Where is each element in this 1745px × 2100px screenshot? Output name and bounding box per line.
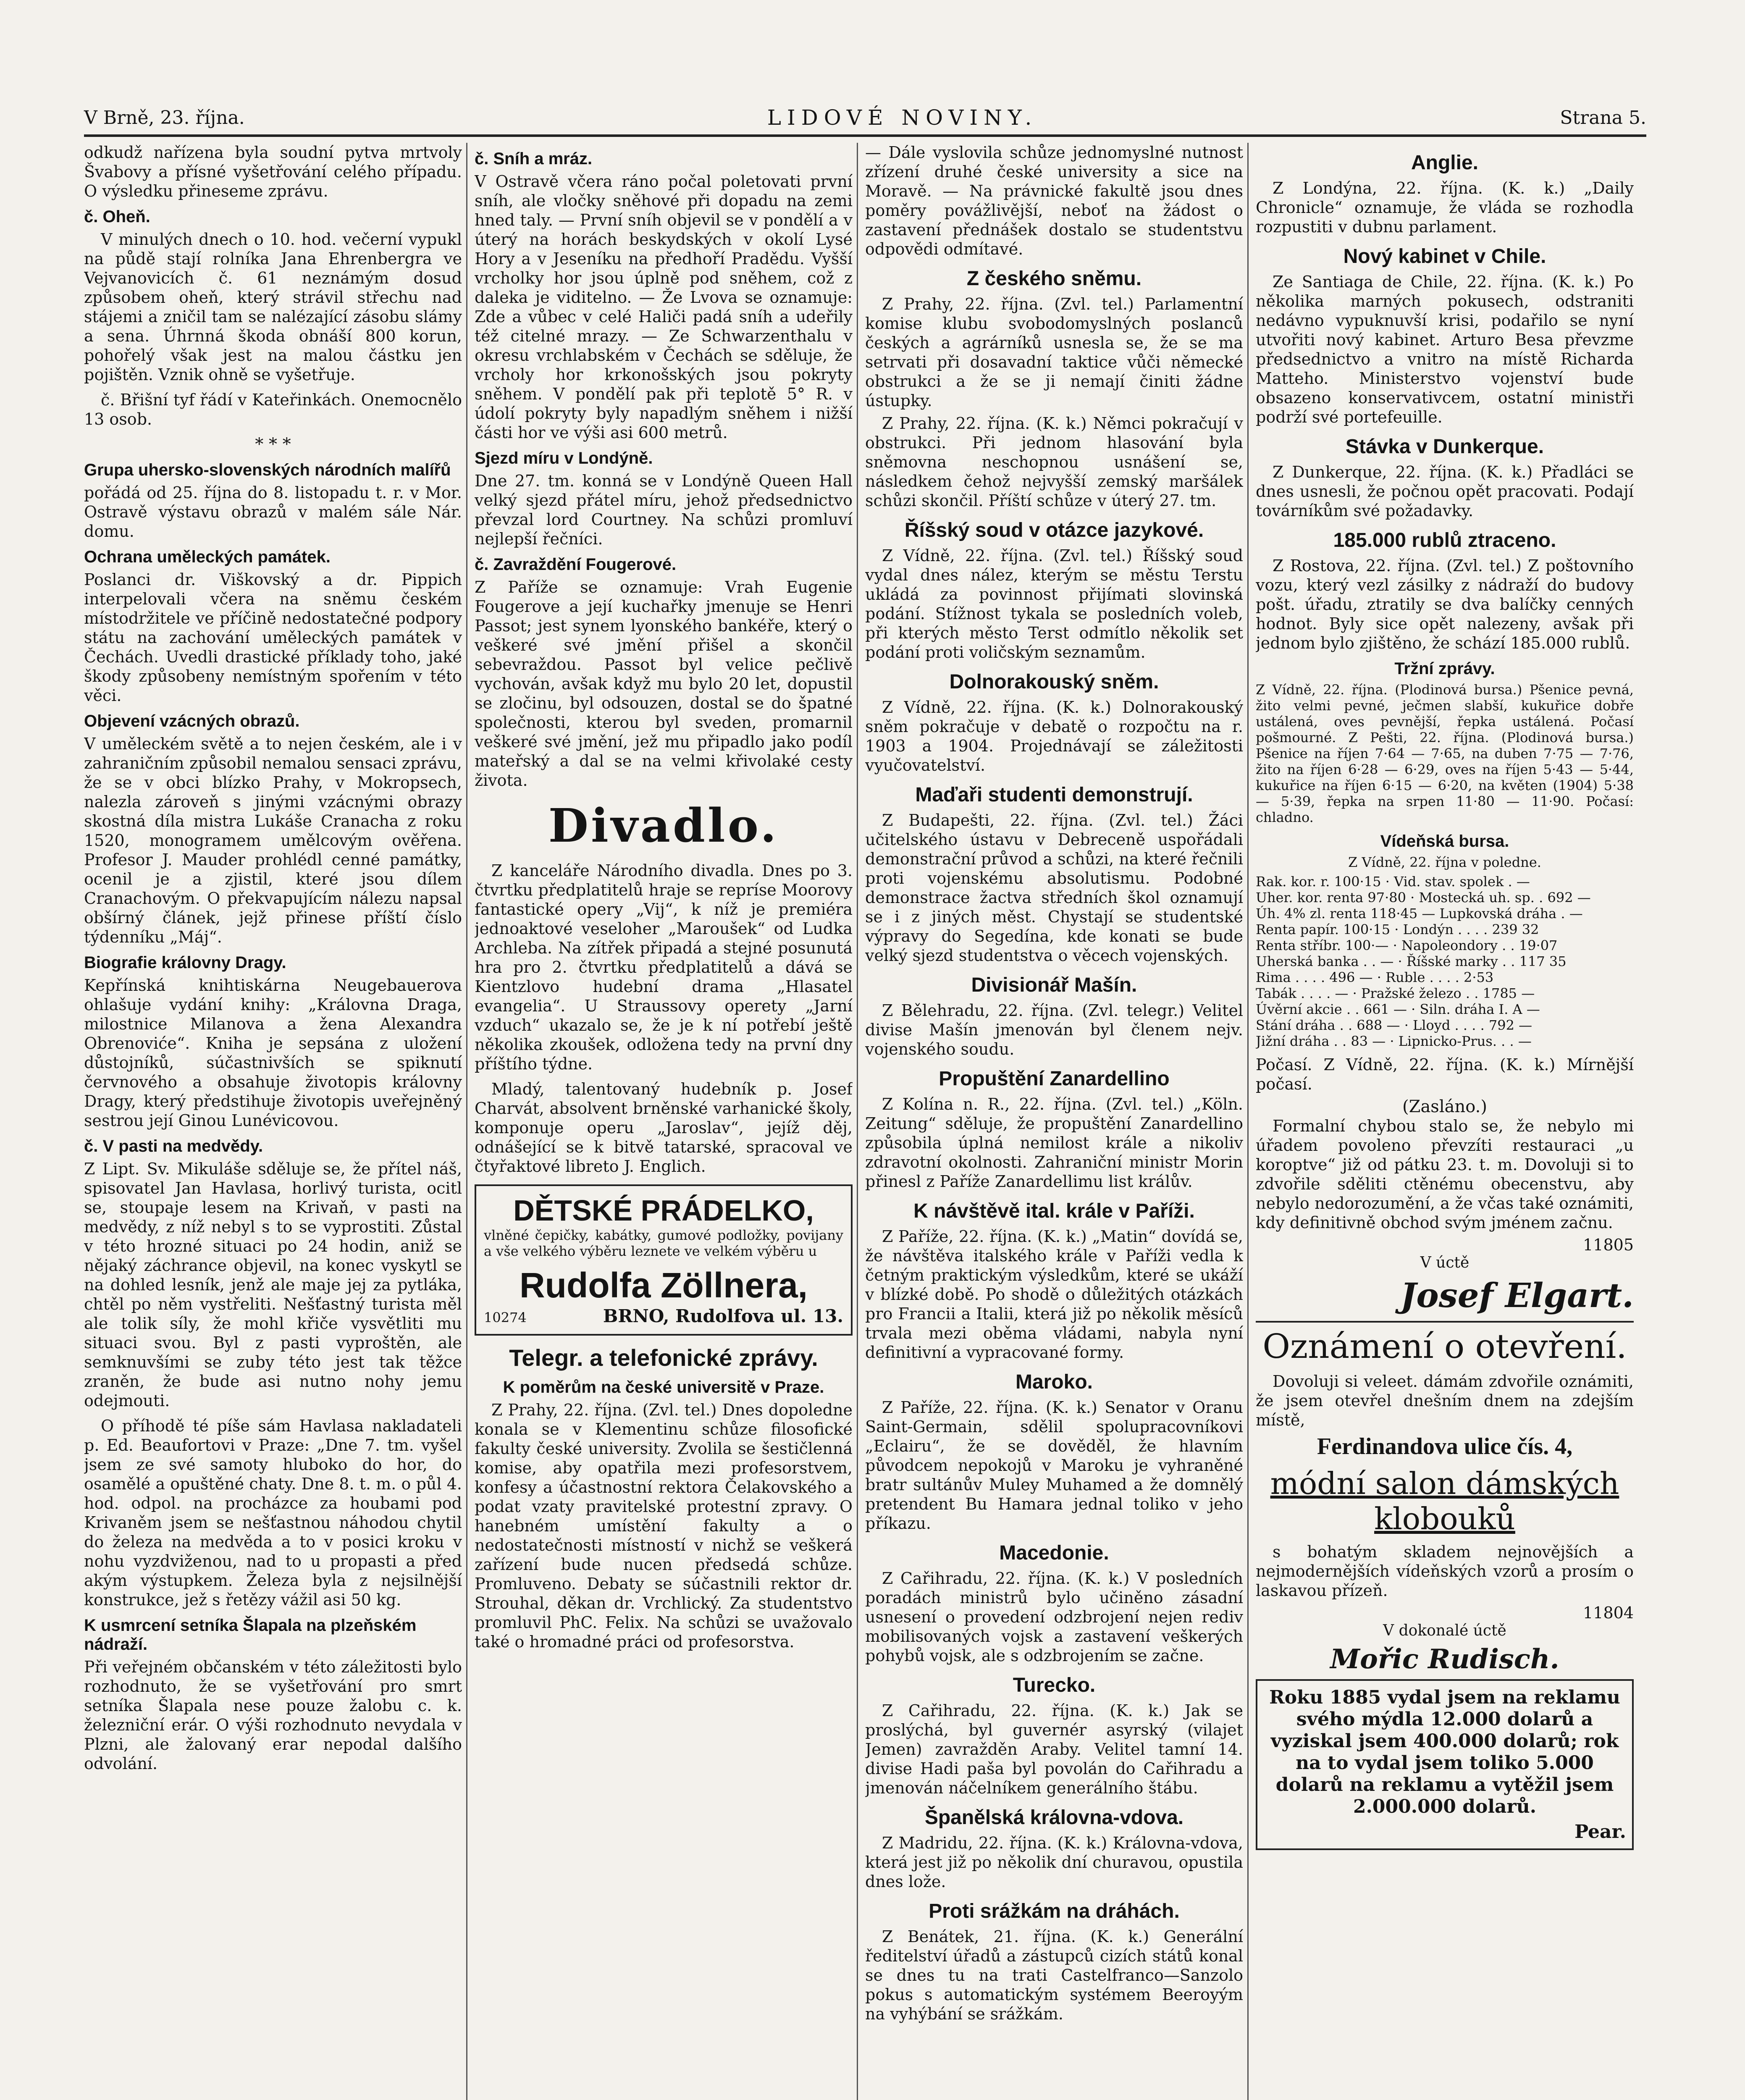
article-text: Z Budapešti, 22. října. (Zvl. tel.) Žáci učitelského ústavu v Debreceně uspořádali demonstrační průvod a schůzi, na které řečnili proti vojenskému absolutismu. Podobné demonstrace žactva středních škol oznamují se i z jiných měst. Chystají se studentské výpravy do Segedína, kde konati se bude velký sjezd studentstva o věcech vojenských. [865, 811, 1243, 965]
section-separator: * * * [255, 435, 291, 454]
article-text: O příhodě té píše sám Havlasa nakladateli p. Ed. Beaufortovi v Praze: „Dne 7. tm. vyšel jsem ze své samoty hluboko do hor, do osamělé a opuštěné chaty. Dne 8. t. m. o půl 4. hod. odpol. na procházce za houbami pod Krivaněm jsem se nešťastnou náhodou chytil do železa na medvěda a to v posici kroku v nohu vyzdviženou, nad to u propasti a před akým výstupkem. Železa byla z nejsilnější konstrukce, jež s řetězy vážil asi 50 kg. [84, 1417, 462, 1609]
article-text: V Ostravě včera ráno počal poletovati první sníh, ale vločky sněhové při dopadu na zemi hned taly. — První sníh objevil se v pondělí a v úterý na horách beskydských v okolí Lysé Hory a v Jeseníku na předhoří Pradědu. Vyšší vrcholky hor jsou úplně pod sněhem, což z daleka je viditelno. — Že Lvova se oznamuje: Zde a vůbec v celé Haliči padá sníh a udeřily též citelné mrazy. — Ze Schwarzenthalu v okresu vrchlabském v Čechách se sděluje, že vrcholy hor krkonošských jsou pokryty sněhem. V pondělí pak při teplotě 5° R. v údolí pokryty byly napadlým sněhem i nižší části hor ve výši asi 600 metrů. [475, 172, 853, 442]
article-heading: č. Zavraždění Fougerové. [475, 555, 677, 574]
article-heading: č. Oheň. [84, 207, 150, 226]
article-text: Z Cařihradu, 22. října. (K. k.) Jak se proslýchá, byl guvernér asyrský (vilajet Jemen) zavražděn Araby. Velitel tamní 14. divise Hadi paša byl povolán do Cařihradu a jmenován náčelníkem generálního štábu. [865, 1701, 1243, 1797]
article-heading: Sjezd míru v Londýně. [475, 449, 653, 467]
ad-signature: Pear. [1574, 1821, 1626, 1843]
article-heading: Nový kabinet v Chile. [1343, 245, 1546, 268]
bursa-row: Úvěrní akcie . . 661 — · Siln. dráha I. A — [1256, 1001, 1540, 1017]
ad-text: vlněné čepičky, kabátky, gumové podložky, povijany a vše velkého výběru leznete ve velkém výběru u [484, 1227, 843, 1259]
article-text: Z Paříže se oznamuje: Vrah Eugenie Fougerove a její kuchařky jmenuje se Henri Passot; jest synem lyonského bankéře, který o veškeré své jmění přišel a skončil sebevraždou. Passot byl velice pečlivě vychován, avšak když mu bylo 20 let, dopustil se zločinu, byl odsouzen, dostal se do špatné společnosti, kterou byl sveden, promarnil veškeré své jmění, jež mu připadlo jako podíl mateřský a dal se na velmi křivolaké cesty života. [475, 578, 853, 790]
article-heading: Turecko. [1013, 1674, 1096, 1696]
column-2 [475, 143, 853, 2100]
announcement-text: Dovoluji si veleet. dámám zdvořile oznámiti, že jsem otevřel dnešním dnem na zdejším místě, [1256, 1372, 1634, 1429]
column-rule [1247, 143, 1249, 2100]
article-text: Z Paříže, 22. října. (K. k.) Senator v Oranu Saint-Germain, sdělil spolupracovníkovi „Eclairu“, že se dověděl, že hlavním původcem nepokojů v Maroku je vyhraněné bratr sultánův Muley Muhamed a že domnělý pretendent Bu Hamara jednal toliko v jeho příkazu. [865, 1398, 1243, 1533]
article-heading: Biografie královny Dragy. [84, 953, 286, 972]
article-text: Z Londýna, 22. října. (K. k.) „Daily Chronicle“ oznamuje, že vláda se rozhodla rozpustiti v dubnu parlament. [1256, 179, 1634, 236]
ad-title: DĚTSKÉ PRÁDELKO, [513, 1194, 814, 1227]
article-heading: Maďaři studenti demonstrují. [915, 784, 1193, 806]
article-heading: č. V pasti na medvědy. [84, 1137, 263, 1155]
notice-number: 11804 [1583, 1604, 1634, 1622]
page-header [84, 101, 1646, 137]
closing-phrase: V dokonalé úctě [1383, 1622, 1506, 1639]
article-text: Z Bělehradu, 22. října. (Zvl. telegr.) Velitel divise Mašín jmenován byl členem nejv. vojenského soudu. [865, 1001, 1243, 1058]
shop-name: módní salon dámských klobouků [1270, 1466, 1619, 1536]
article-text: Z Lipt. Sv. Mikuláše sděluje se, že přítel náš, spisovatel Jan Havlasa, horlivý turista, ocitl se, stoupaje lesem na Krivaň, v pasti na medvědy, z níž nebyl s to se vyprostiti. Zůstal v této hrozné situaci po 24 hodin, aniž se nějaký záchrance objevil, na konec vyskytl se na dohled lesník, jenž ale maje jej za pytláka, chtěl po něm vystřeliti. Nešťastný turista měl ale tolik síly, že mohl křiče vysvětliti mu situaci svou. Byl z pasti vyproštěn, ale semknuvšími se zuby této jest tak těžce zraněn, že bude asi nutno nohy jemu odejmouti. [84, 1160, 462, 1410]
column-3 [865, 143, 1243, 2100]
article-heading: Maroko. [1015, 1371, 1093, 1393]
article-heading: Divisionář Mašín. [971, 974, 1137, 996]
column-rule [857, 143, 858, 2100]
article-text: pořádá od 25. října do 8. listopadu t. r. v Mor. Ostravě výstavu obrazů v malém sále Nár. domu. [84, 483, 462, 541]
advertisement-zollner [475, 1184, 853, 1336]
bursa-row: Uherská banka . . — · Říšské marky . . 117 35 [1256, 953, 1567, 969]
article-text: Z Prahy, 22. října. (Zvl. tel.) Parlamentní komise klubu svobodomyslných poslanců českých a agrárníků usnesla se, že se ma setrvati při dosavadní taktice vůči německé obstrukci a že se ji nemají činiti žádne ústupky. [865, 295, 1243, 410]
article-heading: Proti srážkám na dráhách. [929, 1900, 1180, 1922]
announcement-heading: Oznámení o otevření. [1256, 1321, 1634, 1366]
column-1 [84, 143, 462, 2100]
bursa-row: Úh. 4% zl. renta 118·45 — Lupkovská dráha . — [1256, 906, 1583, 921]
zaslano-heading: (Zasláno.) [1402, 1097, 1487, 1116]
article-heading: Španělská královna-vdova. [924, 1806, 1184, 1829]
article-text: Z Cařihradu, 22. října. (K. k.) V posledních poradách ministrů bylo učiněno zásadní usnesení o provedení odzbrojení nejen rediv mobilisovaných vojsk a zastavení veškerých pohybů vojsk, ale s odzbrojením se začne. [865, 1569, 1243, 1665]
weather-note: Počasí. Z Vídně, 22. října. (K. k.) Mírnější počasí. [1256, 1055, 1634, 1093]
bursa-table [1256, 874, 1634, 1049]
article-heading: Vídeňská bursa. [1380, 832, 1509, 850]
article-text: č. Břišní tyf řádí v Kateřinkách. Onemocnělo 13 osob. [84, 391, 462, 428]
article-heading: č. Sníh a mráz. [475, 150, 593, 168]
column-rule [466, 143, 467, 2100]
header-date: V Brně, 23. října. [84, 107, 245, 129]
shop-address: Ferdinandova ulice čís. 4, [1317, 1433, 1573, 1460]
article-heading: Anglie. [1411, 152, 1478, 174]
article-heading: Objevení vzácných obrazů. [84, 712, 300, 730]
article-text: Z Vídně, 22. října. (Zvl. tel.) Říšský soud vydal dnes nález, kterým se městu Terstu ukládá za povinnost přijímati slovinská podání. Stížnost tykala se posledních voleb, při kterých město Terst odmítlo několik set podání proti voličským seznamům. [865, 546, 1243, 662]
article-text: Z kanceláře Národního divadla. Dnes po 3. čtvrtku předplatitelů hraje se repríse Moorovy fantastické opery „Vij“, k níž je premiéra jednoaktové veseloher „Maroušek“ od Ludka Archleba. Na zítřek připadá a stejné posunutá hra pro 2. čtvrtku předplatitelů a dává se Kientzlovo hudební drama „Hlasatel evangelia“. U Straussovy operety „Jarní vzduch“ ukazalo se, že je k ní potřebí ještě několika zkoušek, odložena tedy na první dny příštího týdne. [475, 861, 853, 1073]
article-heading: K návštěvě ital. krále v Paříži. [913, 1200, 1195, 1222]
article-heading: Říšský soud v otázce jazykové. [904, 519, 1204, 541]
bursa-row: Uher. kor. renta 97·80 · Mostecká uh. sp. . 692 — [1256, 890, 1591, 906]
bursa-row: Tabák . . . . — · Pražské železo . . 1785 — [1256, 985, 1535, 1001]
article-text: Z Prahy, 22. října. (Zvl. tel.) Dnes dopoledne konala se v Klementinu schůze filosofické fakulty české university. Zvolila se šestičlenná komise, aby opatřila mezi profesorstvem, konfesy a účastnostní rektora Čelakovského a podat vzaty pravitelské protestní zpravy. O hanebném umístění fakulty a o nedostatečnosti místností v nichž se veškerá zařízení bude nucen předsedá schůze. Promluveno. Debaty se súčastnili rektor dr. Strouhal, děkan dr. Vrchlický. Za studentstvo promluvil PhC. Felix. Na schůzi se uvažovalo také o hromadné práci od profesorstva. [475, 1401, 853, 1651]
bursa-row: Stání dráha . . 688 — · Lloyd . . . . 792 — [1256, 1017, 1532, 1033]
article-heading: Z českého sněmu. [966, 268, 1142, 290]
article-heading: Tržní zprávy. [1394, 659, 1495, 678]
article-heading: Macedonie. [999, 1542, 1109, 1564]
article-text: Dne 27. tm. konná se v Londýně Queen Hall velký sjezd přátel míru, jehož předsednictvo převzal lord Courtney. Na schůzi promluví nejlepší řečníci. [475, 472, 853, 548]
announcement-text: s bohatým skladem nejnovějších a nejmodernějších vídeňských vzorů a prosím o laskavou přízeň. [1256, 1543, 1634, 1600]
section-title-telegrams: Telegr. a telefonické zprávy. [509, 1344, 818, 1371]
bursa-subtitle: Z Vídně, 22. října v poledne. [1348, 854, 1541, 870]
closing-phrase: V úctě [1420, 1254, 1469, 1271]
ad-address: BRNO, Rudolfova ul. 13. [603, 1306, 843, 1326]
article-heading: Ochrana uměleckých památek. [84, 548, 331, 566]
notice-text: Formalní chybou stalo se, že nebylo mi úřadem povoleno převzíti restauraci „u koroptve“ již od pátku 23. t. m. Dovoluji si to zdvořile sděliti ctěnému obecenstvu, aby nebylo nedorozumění, a že včas také oznámiti, kdy definitivně obchod svým jménem začnu. [1256, 1117, 1634, 1232]
section-title-divadlo: Divadlo. [548, 798, 779, 853]
article-text: Kepřínská knihtiskárna Neugebauerova ohlašuje vydání knihy: „Královna Draga, milostnice Milanova a žena Alexandra Obrenoviće“. Kniha je sepsána z uložení důstojníků, súčastnivších se spiknutí červnového a obsahuje životopis královny Dragy, který předstihuje životopis uveřejněný sestrou její Ginou Lunévicovou. [84, 976, 462, 1130]
article-heading: Grupa uhersko-slovenských národních malířů [84, 461, 451, 479]
ad-number: 10274 [484, 1310, 527, 1326]
signature-elgart: Josef Elgart. [1400, 1276, 1634, 1315]
article-text: Z Rostova, 22. října. (Zvl. tel.) Z poštovního vozu, který vezl zásilky z nádraží do budovy pošt. úřadu, ztratily se dva balíčky cenných hodnot. Byly sice opět nalezeny, avšak při jednom bylo zjištěno, že schází 185.000 rublů. [1256, 556, 1634, 652]
article-text: Z Paříže, 22. října. (K. k.) „Matin“ dovídá se, že návštěva italského krále v Paříži vedla k četným praktickým výsledkům, které se ukáží v blízké době. Po shodě o důležitých otázkách pro Francii a Italii, která již po několik měsíců trvala mezi oběma vládami, nabyla nyní definitivní a vypracované formy. [865, 1227, 1243, 1362]
article-text: — Dále vyslovila schůze jednomyslné nutnost zřízení druhé české university a sice na Moravě. — Na právnické fakultě jsou dnes poměry povážlivější, neboť na žádost o zastavení přednášek dostalo se studentstvu odpovědi odmítavé. [865, 143, 1243, 258]
article-heading: Dolnorakouský sněm. [949, 671, 1159, 693]
article-heading: K usmrcení setníka Šlapala na plzeňském nádraží. [84, 1616, 417, 1654]
article-text: V minulých dnech o 10. hod. večerní vypukl na půdě stají rolníka Jana Ehrenbergra ve Vejvanovicích č. 61 neznámým dosud způsobem oheň, který strávil střechu nad stájemi a zničil tam se nalézající zásobu slámy a sena. Úhrnná škoda obnáší 800 korun, pohořelý však jest na malou částku jen pojištěn. Vznik ohně se vyšetřuje. [84, 230, 462, 384]
notice-number: 11805 [1583, 1236, 1634, 1254]
article-text: Z Prahy, 22. října. (K. k.) Němci pokračují v obstrukci. Při jednom hlasování byla sněmovna neschopnou usnášení se, následkem čehož nejvyšší zemský maršálek schůzi skončil. Příští schůze v úterý 27. tm. [865, 414, 1243, 510]
bursa-row: Renta stříbr. 100·— · Napoleondory . . 19·07 [1256, 937, 1558, 953]
bursa-row: Renta papír. 100·15 · Londýn . . . . 239 32 [1256, 921, 1539, 937]
article-text: Z Benátek, 21. října. (K. k.) Generální ředitelství úřadů a zástupců cizích států konal se dnes tu na trati Castelfranco—Sanzolo pokus s automatickým systémem Beeroyým na vyhýbání se srážkám. [865, 1927, 1243, 2023]
bursa-row: Jižní dráha . . 83 — · Lipnicko-Prus. . . — [1256, 1033, 1532, 1049]
article-text: Z Madridu, 22. října. (K. k.) Královna-vdova, která jest již po několik dní churavou, opustila dnes lože. [865, 1834, 1243, 1891]
signature-rudisch: Mořic Rudisch. [1330, 1643, 1559, 1675]
masthead-title: LIDOVÉ NOVINY. [767, 105, 1038, 130]
article-text: Z Vídně, 22. října. (K. k.) Dolnorakouský sněm pokračuje v debatě o rozpočtu na r. 1903 a 1904. Projednávají se záležitosti vyučovatelství. [865, 698, 1243, 774]
column-4 [1256, 143, 1634, 2100]
article-text: Z Kolína n. R., 22. října. (Zvl. tel.) „Köln. Zeitung“ sděluje, že propuštění Zanardellino způsobila úplná nemilost krále a nikoliv zdravotní okolnosti. Zahraniční ministr Morin přinesl z Paříže Zanardellimu list králův. [865, 1095, 1243, 1191]
market-text: Z Vídně, 22. října. (Plodinová bursa.) Pšenice pevná, žito velmi pevné, ječmen slabší, kukuřice dobře ustálená, oves pevnější, řepka ustálená. Počasí pošmourné. Z Pešti, 22. října. (Plodinová bursa.) Pšenice na říjen 7·64 — 7·65, na duben 7·75 — 7·76, žito na říjen 6·28 — 6·29, oves na říjen 5·43 — 5·44, kukuřice na říjen 6·15 — 6·20, na květen (1904) 5·38 — 5·39, řepka na srpen 11·80 — 11·90. Počasí: chladno. [1256, 682, 1634, 825]
article-heading: K poměrům na české universitě v Praze. [503, 1378, 824, 1396]
article-text: Ze Santiaga de Chile, 22. října. (K. k.) Po několika marných pokusech, odstraniti nedávno vypuknuvší krisi, podařilo se nyní utvořiti nový kabinet. Arturo Besa převzme předsednictvo a vnitro na místě Richarda Matteho. Ministerstvo vojenství bude obsazeno konservativcem, ostatní ministři podrží své portefeuille. [1256, 273, 1634, 426]
article-text: V uměleckém světě a to nejen českém, ale i v zahraničním způsobil nemalou sensaci zprávu, že se v obci blízko Prahy, v Mokropsech, nalezla zároveň s jinými vzácnými obrazy skostná díla mistra Lukáše Cranacha z roku 1520, monogramem umělcovým ověřena. Profesor J. Mauder prohlédl cenné památky, ocenil je a zjistil, které jsou dílem Cranachovým. O překvapujícím nálezu napsal obšírný článek, jejž přinese příští číslo týdenníku „Máj“. [84, 735, 462, 946]
bursa-row: Rak. kor. r. 100·15 · Vid. stav. spolek . — [1256, 874, 1530, 890]
page-number: Strana 5. [1560, 107, 1646, 129]
article-text: Poslanci dr. Viškovský a dr. Pippich interpelovali včera na sněmu českém místodržitele ve příčině nedostatečné podpory státu na zachování uměleckých památek v Čechách. Uvedli drastické příklady toho, jaké škody způsobeny nemístným spořením v této věci. [84, 570, 462, 705]
ad-company-name: Rudolfa Zöllnera, [519, 1265, 808, 1305]
article-text: Mladý, talentovaný hudebník p. Josef Charvát, absolvent brněnské varhanické školy, komponuje operu „Jaroslav“, jejíž děj, odnášející se k bitvě tatarské, spracoval ve čtyřaktové libreto J. Englich. [475, 1080, 853, 1176]
article-heading: Propuštění Zanardellino [939, 1068, 1170, 1090]
ad-text: Roku 1885 vydal jsem na reklamu svého mýdla 12.000 dolarů a vyziskal jsem 400.000 dolarů; rok na to vydal jsem toliko 5.000 dolarů na reklamu a vytěžil jsem 2.000.000 dolarů. [1269, 1687, 1620, 1817]
article-text: Z Dunkerque, 22. října. (K. k.) Přadláci se dnes usnesli, že počnou opět pracovati. Podají továrníkům své požadavky. [1256, 463, 1634, 520]
article-text: Při veřejném občanském v této záležitosti bylo rozhodnuto, že se vyšetřování pro smrt setníka Šlapala nese pouze žalobu c. k. železniční erár. O výši rozhodnuto nevydala v Plzni, ale žalovaný erar nepodal dalšího odvolání. [84, 1658, 462, 1773]
article-heading: Stávka v Dunkerque. [1345, 436, 1544, 458]
article-heading: 185.000 rublů ztraceno. [1333, 529, 1556, 551]
article-text: odkudž nařízena byla soudní pytva mrtvoly Švabovy a přísné vyšetřování celého případu. O výsledku přineseme zprávu. [84, 143, 462, 200]
bursa-row: Rima . . . . 496 — · Ruble . . . . 2·53 [1256, 969, 1494, 985]
advertisement-pear [1256, 1679, 1634, 1850]
